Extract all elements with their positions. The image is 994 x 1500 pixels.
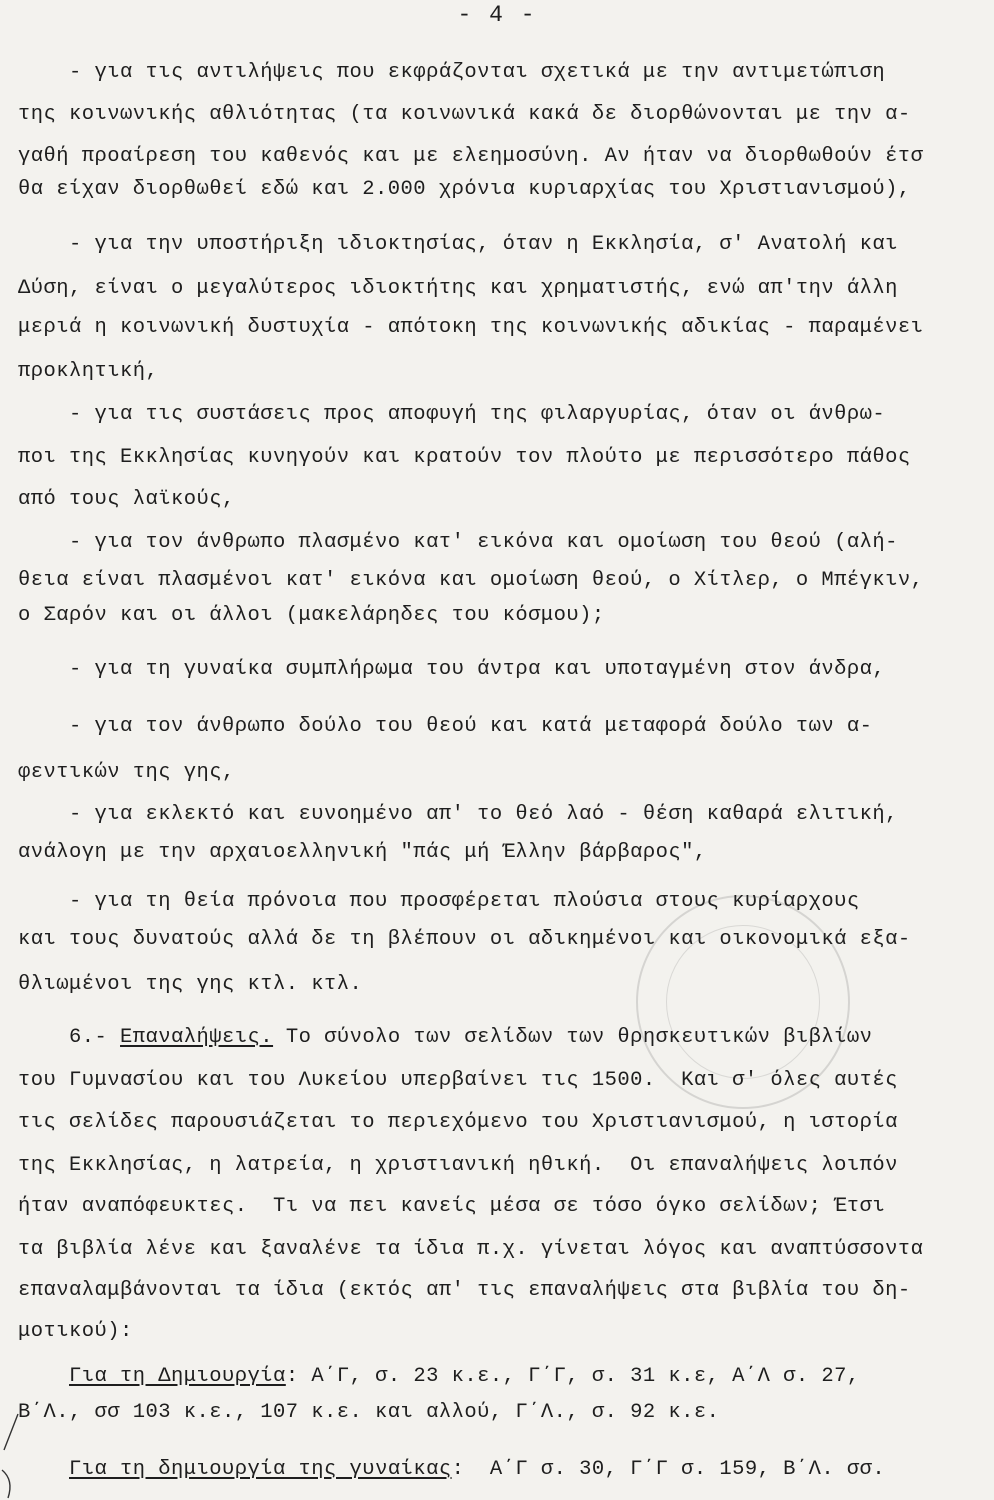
- text-line: θεια είναι πλασμένοι κατ' εικόνα και ομοίωση θεού, ο Χίτλερ, ο Μπέγκιν,: [18, 569, 924, 592]
- text-line: - για τον άνθρωπο δούλο του θεού και κατά μεταφορά δούλο των α-: [18, 715, 873, 738]
- text-line: μοτικού):: [18, 1320, 133, 1343]
- text-line: γαθή προαίρεση του καθενός και με ελεημοσύνη. Αν ήταν να διορθωθούν έτσ: [18, 145, 924, 168]
- text-line: [18, 1023, 988, 1053]
- underlined-heading: Για τη δημιουργία της γυναίκας: [69, 1458, 452, 1481]
- text-line: - για τη θεία πρόνοια που προσφέρεται πλούσια στους κυρίαρχους: [18, 890, 860, 913]
- line-suffix: : Α΄Γ σ. 30, Γ΄Γ σ. 159, Β΄Λ. σσ.: [451, 1458, 886, 1481]
- text-line: [18, 1455, 988, 1485]
- text-line: ποι της Εκκλησίας κυνηγούν και κρατούν τον πλούτο με περισσότερο πάθος: [18, 446, 911, 469]
- text-line: τα βιβλία λένε και ξαναλένε τα ίδια π.χ. γίνεται λόγος και αναπτύσσοντα: [18, 1238, 924, 1261]
- line-prefix: [18, 1365, 69, 1388]
- underlined-heading: Επαναλήψεις.: [120, 1026, 274, 1049]
- text-line: του Γυμνασίου και του Λυκείου υπερβαίνει τις 1500. Και σ' όλες αυτές: [18, 1069, 898, 1092]
- text-line: θα είχαν διορθωθεί εδώ και 2.000 χρόνια κυριαρχίας του Χριστιανισμού),: [18, 178, 911, 201]
- line-prefix: [18, 1458, 69, 1481]
- text-line: προκλητική,: [18, 360, 159, 383]
- text-line: ήταν αναπόφευκτες. Τι να πει κανείς μέσα σε τόσο όγκο σελίδων; Έτσι: [18, 1195, 886, 1218]
- line-suffix: : Α΄Γ, σ. 23 κ.ε., Γ΄Γ, σ. 31 κ.ε, Α΄Λ σ. 27,: [285, 1365, 860, 1388]
- text-line: [18, 1362, 988, 1392]
- text-line: Β΄Λ., σσ 103 κ.ε., 107 κ.ε. και αλλού, Γ΄Λ., σ. 92 κ.ε.: [18, 1401, 720, 1424]
- text-line: - για τις συστάσεις προς αποφυγή της φιλαργυρίας, όταν οι άνθρω-: [18, 403, 886, 426]
- text-line: φεντικών της γης,: [18, 761, 235, 784]
- text-line: ο Σαρόν και οι άλλοι (μακελάρηδες του κόσμου);: [18, 604, 605, 627]
- underlined-heading: Για τη Δημιουργία: [69, 1365, 286, 1388]
- text-line: μεριά η κοινωνική δυστυχία - απότοκη της κοινωνικής αδικίας - παραμένει: [18, 316, 924, 339]
- line-prefix: 6.-: [18, 1026, 121, 1049]
- page-number: - 4 -: [457, 2, 537, 28]
- text-line: - για τις αντιλήψεις που εκφράζονται σχετικά με την αντιμετώπιση: [18, 61, 886, 84]
- text-line: από τους λαϊκούς,: [18, 488, 235, 511]
- text-line: επαναλαμβάνονται τα ίδια (εκτός απ' τις επαναλήψεις στα βιβλία του δη-: [18, 1279, 911, 1302]
- text-line: - για τον άνθρωπο πλασμένο κατ' εικόνα και ομοίωση του θεού (αλή-: [18, 531, 898, 554]
- text-line: - για εκλεκτό και ευνοημένο απ' το θεό λαό - θέση καθαρά ελιτική,: [18, 803, 898, 826]
- text-line: - για την υποστήριξη ιδιοκτησίας, όταν η Εκκλησία, σ' Ανατολή και: [18, 233, 898, 256]
- text-line: της κοινωνικής αθλιότητας (τα κοινωνικά κακά δε διορθώνονται με την α-: [18, 103, 911, 126]
- text-line: ανάλογη με την αρχαιοελληνική "πάς μή Έλλην βάρβαρος",: [18, 841, 707, 864]
- text-line: θλιωμένοι της γης κτλ. κτλ.: [18, 973, 363, 996]
- text-line: Δύση, είναι ο μεγαλύτερος ιδιοκτήτης και χρηματιστής, ενώ απ'την άλλη: [18, 277, 898, 300]
- text-line: της Εκκλησίας, η λατρεία, η χριστιανική ηθική. Οι επαναλήψεις λοιπόν: [18, 1154, 898, 1177]
- margin-mark-icon: [0, 1410, 24, 1500]
- line-suffix: Το σύνολο των σελίδων των θρησκευτικών βιβλίων: [273, 1026, 873, 1049]
- text-line: τις σελίδες παρουσιάζεται το περιεχόμενο του Χριστιανισμού, η ιστορία: [18, 1111, 898, 1134]
- text-line: και τους δυνατούς αλλά δε τη βλέπουν οι αδικημένοι και οικονομικά εξα-: [18, 928, 911, 951]
- text-line: - για τη γυναίκα συμπλήρωμα του άντρα και υποταγμένη στον άνδρα,: [18, 658, 886, 681]
